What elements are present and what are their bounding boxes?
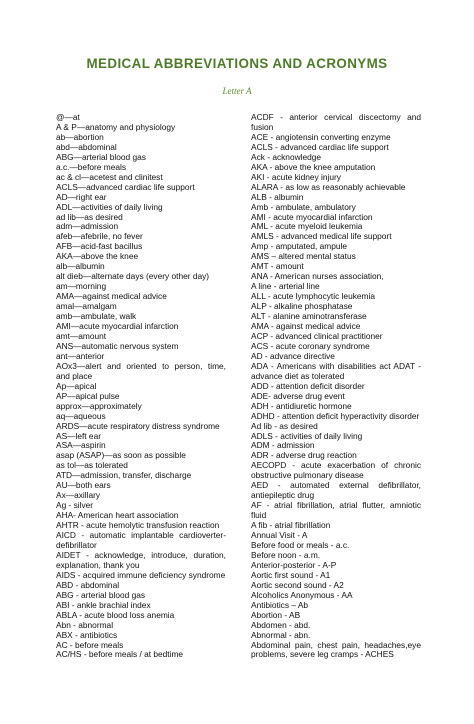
abbreviation-entry: approx—approximately — [56, 400, 142, 411]
document-subtitle: Letter A — [222, 86, 252, 96]
abbreviation-entry: AS—left ear — [56, 430, 101, 441]
abbreviation-entry: AOx3—alert and oriented to person, time, and place — [56, 360, 226, 381]
abbreviation-entry: AIDS - acquired immune deficiency syndrome — [56, 569, 226, 580]
abbreviation-entry: AC - before meals — [56, 639, 124, 650]
abbreviation-entry: ADHD - attention deficit hyperactivity disorder — [251, 410, 420, 421]
abbreviation-entry: AD—right ear — [56, 191, 107, 202]
abbreviation-entry: ALP - alkaline phosphatase — [251, 301, 353, 312]
abbreviation-entry: AMLS - advanced medical life support — [251, 231, 392, 242]
abbreviation-entry: ACLS—advanced cardiac life support — [56, 181, 195, 192]
abbreviation-entry: ADH - antidiuretic hormone — [251, 400, 352, 411]
abbreviation-entry: AMA - against medical advice — [251, 321, 361, 332]
abbreviation-entry: ad lib—as desired — [56, 211, 123, 222]
abbreviation-entry: AMA—against medical advice — [56, 291, 167, 302]
abbreviation-entry: ADM - admission — [251, 440, 315, 451]
abbreviation-entry: ABLA - acute blood loss anemia — [56, 609, 175, 620]
abbreviation-entry: Aortic first sound - A1 — [251, 569, 331, 580]
abbreviation-entry: ANA - American nurses association, — [251, 271, 384, 282]
abbreviation-entry: @—at — [56, 112, 80, 122]
abbreviation-entry: AF - atrial fibrillation, atrial flutter, amniotic fluid — [251, 500, 421, 521]
abbreviation-entry: Amb - ambulate, ambulatory — [251, 201, 356, 212]
abbreviation-entry: ALB - albumin — [251, 191, 304, 202]
abbreviation-entry: ADR - adverse drug reaction — [251, 450, 357, 461]
abbreviation-entry: AIDET - acknowledge, introduce, duration, explanation, thank you — [56, 549, 226, 570]
abbreviation-entry: ACP - advanced clinical practitioner — [251, 330, 383, 341]
abbreviation-entry: AD - advance directive — [251, 350, 335, 361]
abbreviation-entry: ab—abortion — [56, 131, 104, 142]
abbreviation-entry: asap (ASAP)—as soon as possible — [56, 450, 186, 461]
abbreviation-entry: Abnormal - abn. — [251, 629, 311, 640]
abbreviation-entry: ABG—arterial blood gas — [56, 151, 146, 162]
document-title: MEDICAL ABBREVIATIONS AND ACRONYMS — [86, 56, 388, 71]
abbreviation-entry: ACS - acute coronary syndrome — [251, 340, 370, 351]
abbreviation-entry: ac & cl—acetest and clinitest — [56, 171, 163, 182]
abbreviation-entry: ADL—activities of daily living — [56, 201, 163, 212]
abbreviation-entry: AMT - amount — [251, 261, 304, 272]
abbreviation-entry: Ag - silver — [56, 500, 94, 511]
abbreviation-entry: Ax—axillary — [56, 490, 101, 501]
abbreviation-entry: Abdomen - abd. — [251, 619, 311, 630]
abbreviation-entry: ABI - ankle brachial index — [56, 599, 151, 610]
abbreviation-entry: AED - automated external defibrillator, antiepileptic drug — [251, 480, 421, 501]
abbreviation-entry: Before noon - a.m. — [251, 549, 321, 560]
abbreviation-entry: aq—aqueous — [56, 410, 106, 421]
abbreviation-entry: AECOPD - acute exacerbation of chronic obstructive pulmonary disease — [251, 460, 421, 481]
abbreviation-entry: ADD - attention deficit disorder — [251, 380, 365, 391]
abbreviation-entry: Aortic second sound - A2 — [251, 579, 344, 590]
abbreviation-entry: AFB—acid-fast bacillus — [56, 241, 143, 252]
abbreviation-entry: Abortion - AB — [251, 609, 301, 620]
abbreviation-entry: AMI—acute myocardial infarction — [56, 321, 179, 332]
abbreviation-entry: ACE - angiotensin converting enzyme — [251, 131, 391, 142]
abbreviation-entry: ALT - alanine aminotransferase — [251, 311, 367, 322]
abbreviation-entry: adm—admission — [56, 221, 119, 232]
abbreviation-entry: amt—amount — [56, 330, 107, 341]
abbreviation-entry: Ap—apical — [56, 380, 97, 391]
abbreviation-entry: ant—anterior — [56, 350, 105, 361]
right-column — [251, 113, 421, 660]
abbreviation-entry: AC/HS - before meals / at bedtime — [56, 649, 184, 660]
abbreviation-entry: Amp - amputated, ampule — [251, 241, 348, 252]
abbreviation-entry: AKI - acute kidney injury — [251, 171, 341, 182]
abbreviation-entry: ABX - antibiotics — [56, 629, 118, 640]
abbreviation-entry: Abdominal pain, chest pain, headaches,eye problems, severe leg cramps - ACHES — [251, 639, 421, 660]
abbreviation-entry: ADE- adverse drug event — [251, 390, 345, 401]
abbreviation-entry: ADA - Americans with disabilities act ADAT - advance diet as tolerated — [251, 360, 421, 381]
abbreviation-entry: ABD - abdominal — [56, 579, 120, 590]
abbreviation-entry: Alcoholics Anonymous - AA — [251, 589, 353, 600]
abbreviation-entry: AKA - above the knee amputation — [251, 161, 376, 172]
abbreviation-entry: Ad lib - as desired — [251, 420, 318, 431]
left-column — [56, 113, 226, 660]
abbreviation-entry: Annual Visit - A — [251, 530, 308, 541]
abbreviation-entry: ATD—admission, transfer, discharge — [56, 470, 192, 481]
abbreviation-entry: a.c.—before meals — [56, 161, 127, 172]
abbreviation-entry: AML - acute myeloid leukemia — [251, 221, 363, 232]
abbreviation-entry: Before food or meals - a.c. — [251, 539, 350, 550]
abbreviation-entry: Antibiotics – Ab — [251, 599, 309, 610]
abbreviation-entry: AU—both ears — [56, 480, 111, 491]
abbreviation-entry: AHA- American heart association — [56, 510, 179, 521]
abbreviation-entry: Abn - abnormal — [56, 619, 114, 630]
abbreviation-entry: A fib - atrial fibrillation — [251, 520, 331, 531]
abbreviation-entry: ARDS—acute respiratory distress syndrome — [56, 420, 220, 431]
abbreviation-entry: ACLS - advanced cardiac life support — [251, 141, 389, 152]
abbreviation-entry: AP—apical pulse — [56, 390, 120, 401]
abbreviation-entry: amal—amalgam — [56, 301, 117, 312]
abbreviation-entry: am—morning — [56, 281, 107, 292]
abbreviation-entry: alb—albumin — [56, 261, 105, 272]
abbreviation-entry: ADLS - activities of daily living — [251, 430, 363, 441]
abbreviation-entry: alt dieb—alternate days (every other day) — [56, 271, 210, 282]
abbreviation-entry: AMS – altered mental status — [251, 251, 356, 262]
abbreviation-entry: afeb—afebrile, no fever — [56, 231, 143, 242]
abbreviation-entry: as tol—as tolerated — [56, 460, 128, 471]
abbreviation-entry: amb—ambulate, walk — [56, 311, 137, 322]
abbreviation-entry: ANS—automatic nervous system — [56, 340, 179, 351]
abbreviation-entry: AICD - automatic implantable cardioverter-defibrillator — [56, 530, 226, 550]
abbreviation-entry: ALL - acute lymphocytic leukemia — [251, 291, 375, 302]
abbreviation-entry: AHTR - acute hemolytic transfusion reaction — [56, 520, 220, 531]
abbreviation-entry: Ack - acknowledge — [251, 151, 322, 162]
abbreviation-entry: ALARA - as low as reasonably achievable — [251, 181, 406, 192]
abbreviation-entry: abd—abdominal — [56, 141, 117, 152]
abbreviation-entry: ASA—aspirin — [56, 440, 106, 451]
abbreviation-entry: AKA—above the knee — [56, 251, 139, 262]
abbreviation-entry: AMI - acute myocardial infarction — [251, 211, 373, 222]
abbreviation-entry: ABG - arterial blood gas — [56, 589, 146, 600]
abbreviation-entry: Anterior-posterior - A-P — [251, 559, 337, 570]
abbreviation-entry: A line - arterial line — [251, 281, 320, 292]
abbreviation-entry: ACDF - anterior cervical discectomy and fusion — [251, 112, 421, 132]
abbreviation-entry: A & P—anatomy and physiology — [56, 121, 176, 132]
